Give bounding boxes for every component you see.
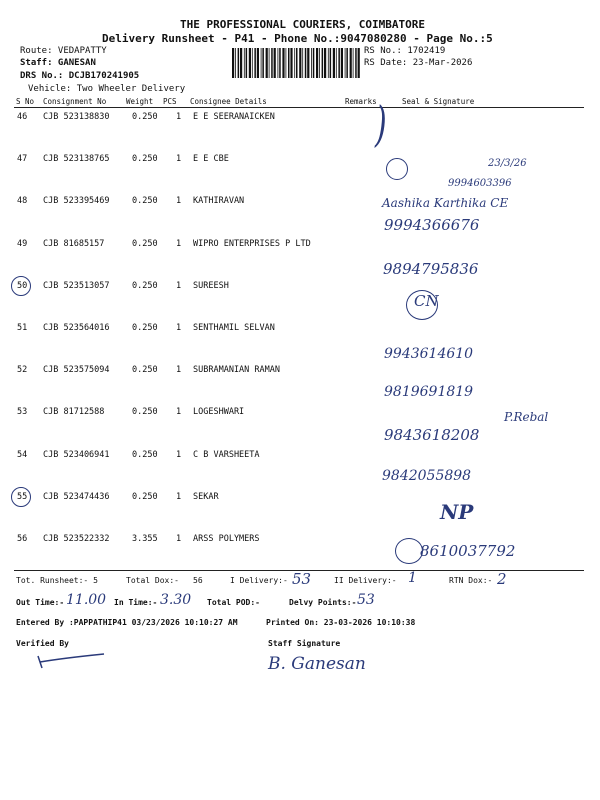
row-sno: 51 xyxy=(17,323,28,333)
row-sno: 47 xyxy=(17,154,28,165)
col-remarks: Remarks xyxy=(345,97,377,106)
staff-signature-handwriting: B. Ganesan xyxy=(268,654,366,674)
row-pcs: 1 xyxy=(176,491,182,502)
ii-delivery-label: II Delivery:- xyxy=(334,576,397,585)
row-pcs: 1 xyxy=(176,323,182,333)
hw-r53-phone: 9843618208 xyxy=(384,426,480,444)
hw-r50-mark: CN xyxy=(414,292,439,310)
stamp-circle xyxy=(395,538,423,564)
i-delivery-value: 53 xyxy=(292,570,312,588)
row-consignment: CJB 523395469 xyxy=(43,196,110,207)
row-weight: 0.250 xyxy=(132,238,158,249)
route: Route: VEDAPATTY xyxy=(20,46,107,56)
rs-number: RS No.: 1702419 xyxy=(364,46,446,56)
col-pcs: PCS xyxy=(163,97,177,106)
row-consignment: CJB 523138765 xyxy=(43,154,110,165)
row-weight: 0.250 xyxy=(132,491,158,502)
hw-r52-phone: 9819691819 xyxy=(384,384,474,400)
sno-circle xyxy=(11,487,31,507)
rs-date: RS Date: 23-Mar-2026 xyxy=(364,58,473,68)
in-time-label: In Time:- xyxy=(114,598,158,607)
row-weight: 0.250 xyxy=(132,112,158,122)
staff: Staff: GANESAN xyxy=(20,58,96,68)
row-sno: 53 xyxy=(17,407,28,418)
total-pod-label: Total POD:- xyxy=(207,598,260,607)
row-sno: 52 xyxy=(17,365,28,376)
row-weight: 0.250 xyxy=(132,365,158,376)
row-weight: 0.250 xyxy=(132,449,158,460)
row-consignment: CJB 523575094 xyxy=(43,365,110,376)
out-time-value: 11.00 xyxy=(66,592,107,608)
hw-r48-phone: 9994366676 xyxy=(384,216,480,234)
hw-r47-phone: 9994603396 xyxy=(448,178,512,189)
col-sno: S No xyxy=(16,97,35,106)
sno-circle xyxy=(11,276,31,296)
delvy-points-value: 53 xyxy=(357,592,375,608)
col-seal-signature: Seal & Signature xyxy=(402,97,475,106)
row-sno: 55 xyxy=(17,491,28,502)
row-weight: 0.250 xyxy=(132,407,158,418)
verified-signature-image xyxy=(34,650,114,672)
total-dox-label: Total Dox:- xyxy=(126,576,179,585)
row-sno: 48 xyxy=(17,196,28,207)
row-weight: 0.250 xyxy=(132,196,158,207)
rtn-dox-value: 2 xyxy=(497,570,507,588)
hw-r47-date: 23/3/26 xyxy=(488,158,527,169)
mark-circle xyxy=(386,158,408,180)
row-consignment: CJB 523138830 xyxy=(43,112,110,122)
row-sno: 49 xyxy=(17,238,28,249)
out-time-label: Out Time:- xyxy=(16,598,65,607)
col-consignment: Consignment No xyxy=(43,97,107,106)
row-pcs: 1 xyxy=(176,154,182,165)
row-weight: 0.250 xyxy=(132,323,158,333)
entered-by: Entered By :PAPPATHIP41 03/23/2026 10:10:27 AM xyxy=(16,618,238,627)
col-consignee: Consignee Details xyxy=(190,97,267,106)
row-sno: 54 xyxy=(17,449,28,460)
row-consignee: WIPRO ENTERPRISES P LTD xyxy=(193,238,311,249)
row-sno: 46 xyxy=(17,112,28,122)
hw-r48-name: Aashika Karthika CE xyxy=(382,196,509,210)
row-weight: 3.355 xyxy=(132,534,158,544)
row-weight: 0.250 xyxy=(132,280,158,291)
row-consignment: CJB 81685157 xyxy=(43,238,105,249)
row-consignee: ARSS POLYMERS xyxy=(193,534,260,544)
remark-bracket: ) xyxy=(375,97,387,154)
vehicle: Vehicle: Two Wheeler Delivery xyxy=(28,84,186,94)
row-consignee: E E CBE xyxy=(193,154,229,165)
printed-on: Printed On: 23-03-2026 10:10:38 xyxy=(266,618,416,627)
row-consignee: SUREESH xyxy=(193,280,229,291)
i-delivery-label: I Delivery:- xyxy=(230,576,288,585)
hw-r54-phone: 9842055898 xyxy=(382,468,472,484)
row-consignee: C B VARSHEETA xyxy=(193,449,260,460)
row-sno: 56 xyxy=(17,534,28,544)
rtn-dox-label: RTN Dox:- xyxy=(449,576,493,585)
row-consignee: E E SEERANAICKEN xyxy=(193,112,275,122)
row-pcs: 1 xyxy=(176,449,182,460)
row-pcs: 1 xyxy=(176,196,182,207)
verified-by: Verified By xyxy=(16,639,69,648)
row-consignment: CJB 523522332 xyxy=(43,534,110,544)
row-consignment: CJB 523513057 xyxy=(43,280,110,291)
runsheet-line: Delivery Runsheet - P41 - Phone No.:9047080280 - Page No.:5 xyxy=(102,32,493,45)
row-consignment: CJB 81712588 xyxy=(43,407,105,418)
row-consignment: CJB 523406941 xyxy=(43,449,110,460)
hw-r56-phone: 8610037792 xyxy=(420,542,516,560)
hw-r55-mark: NP xyxy=(440,500,474,524)
row-consignee: LOGESHWARI xyxy=(193,407,245,418)
col-weight: Weight xyxy=(126,97,154,106)
barcode-image xyxy=(232,48,362,78)
in-time-value: 3.30 xyxy=(160,592,192,608)
row-pcs: 1 xyxy=(176,238,182,249)
row-weight: 0.250 xyxy=(132,154,158,165)
row-pcs: 1 xyxy=(176,407,182,418)
row-consignee: KATHIRAVAN xyxy=(193,196,245,207)
tot-runsheet: Tot. Runsheet:- 5 xyxy=(16,576,98,585)
row-sno: 50 xyxy=(17,280,28,291)
hw-r51-phone: 9943614610 xyxy=(384,346,474,362)
hw-r49-phone: 9894795836 xyxy=(383,260,479,278)
row-consignment: CJB 523474436 xyxy=(43,491,110,502)
delvy-points-label: Delvy Points:- xyxy=(289,598,357,607)
hw-r53-signature: P.Rebal xyxy=(504,410,549,424)
mark-circle xyxy=(406,290,438,320)
row-consignee: SUBRAMANIAN RAMAN xyxy=(193,365,280,376)
header-rule xyxy=(14,107,584,108)
row-pcs: 1 xyxy=(176,365,182,376)
row-pcs: 1 xyxy=(176,112,182,122)
row-consignee: SEKAR xyxy=(193,491,219,502)
drs-number: DRS No.: DCJB170241905 xyxy=(20,71,140,81)
row-consignee: SENTHAMIL SELVAN xyxy=(193,323,275,333)
company-title: THE PROFESSIONAL COURIERS, COIMBATORE xyxy=(180,18,426,31)
staff-signature-label: Staff Signature xyxy=(268,639,341,648)
row-pcs: 1 xyxy=(176,280,182,291)
row-pcs: 1 xyxy=(176,534,182,544)
row-consignment: CJB 523564016 xyxy=(43,323,110,333)
ii-delivery-value: 1 xyxy=(408,570,417,586)
total-dox-value: 56 xyxy=(193,576,203,585)
